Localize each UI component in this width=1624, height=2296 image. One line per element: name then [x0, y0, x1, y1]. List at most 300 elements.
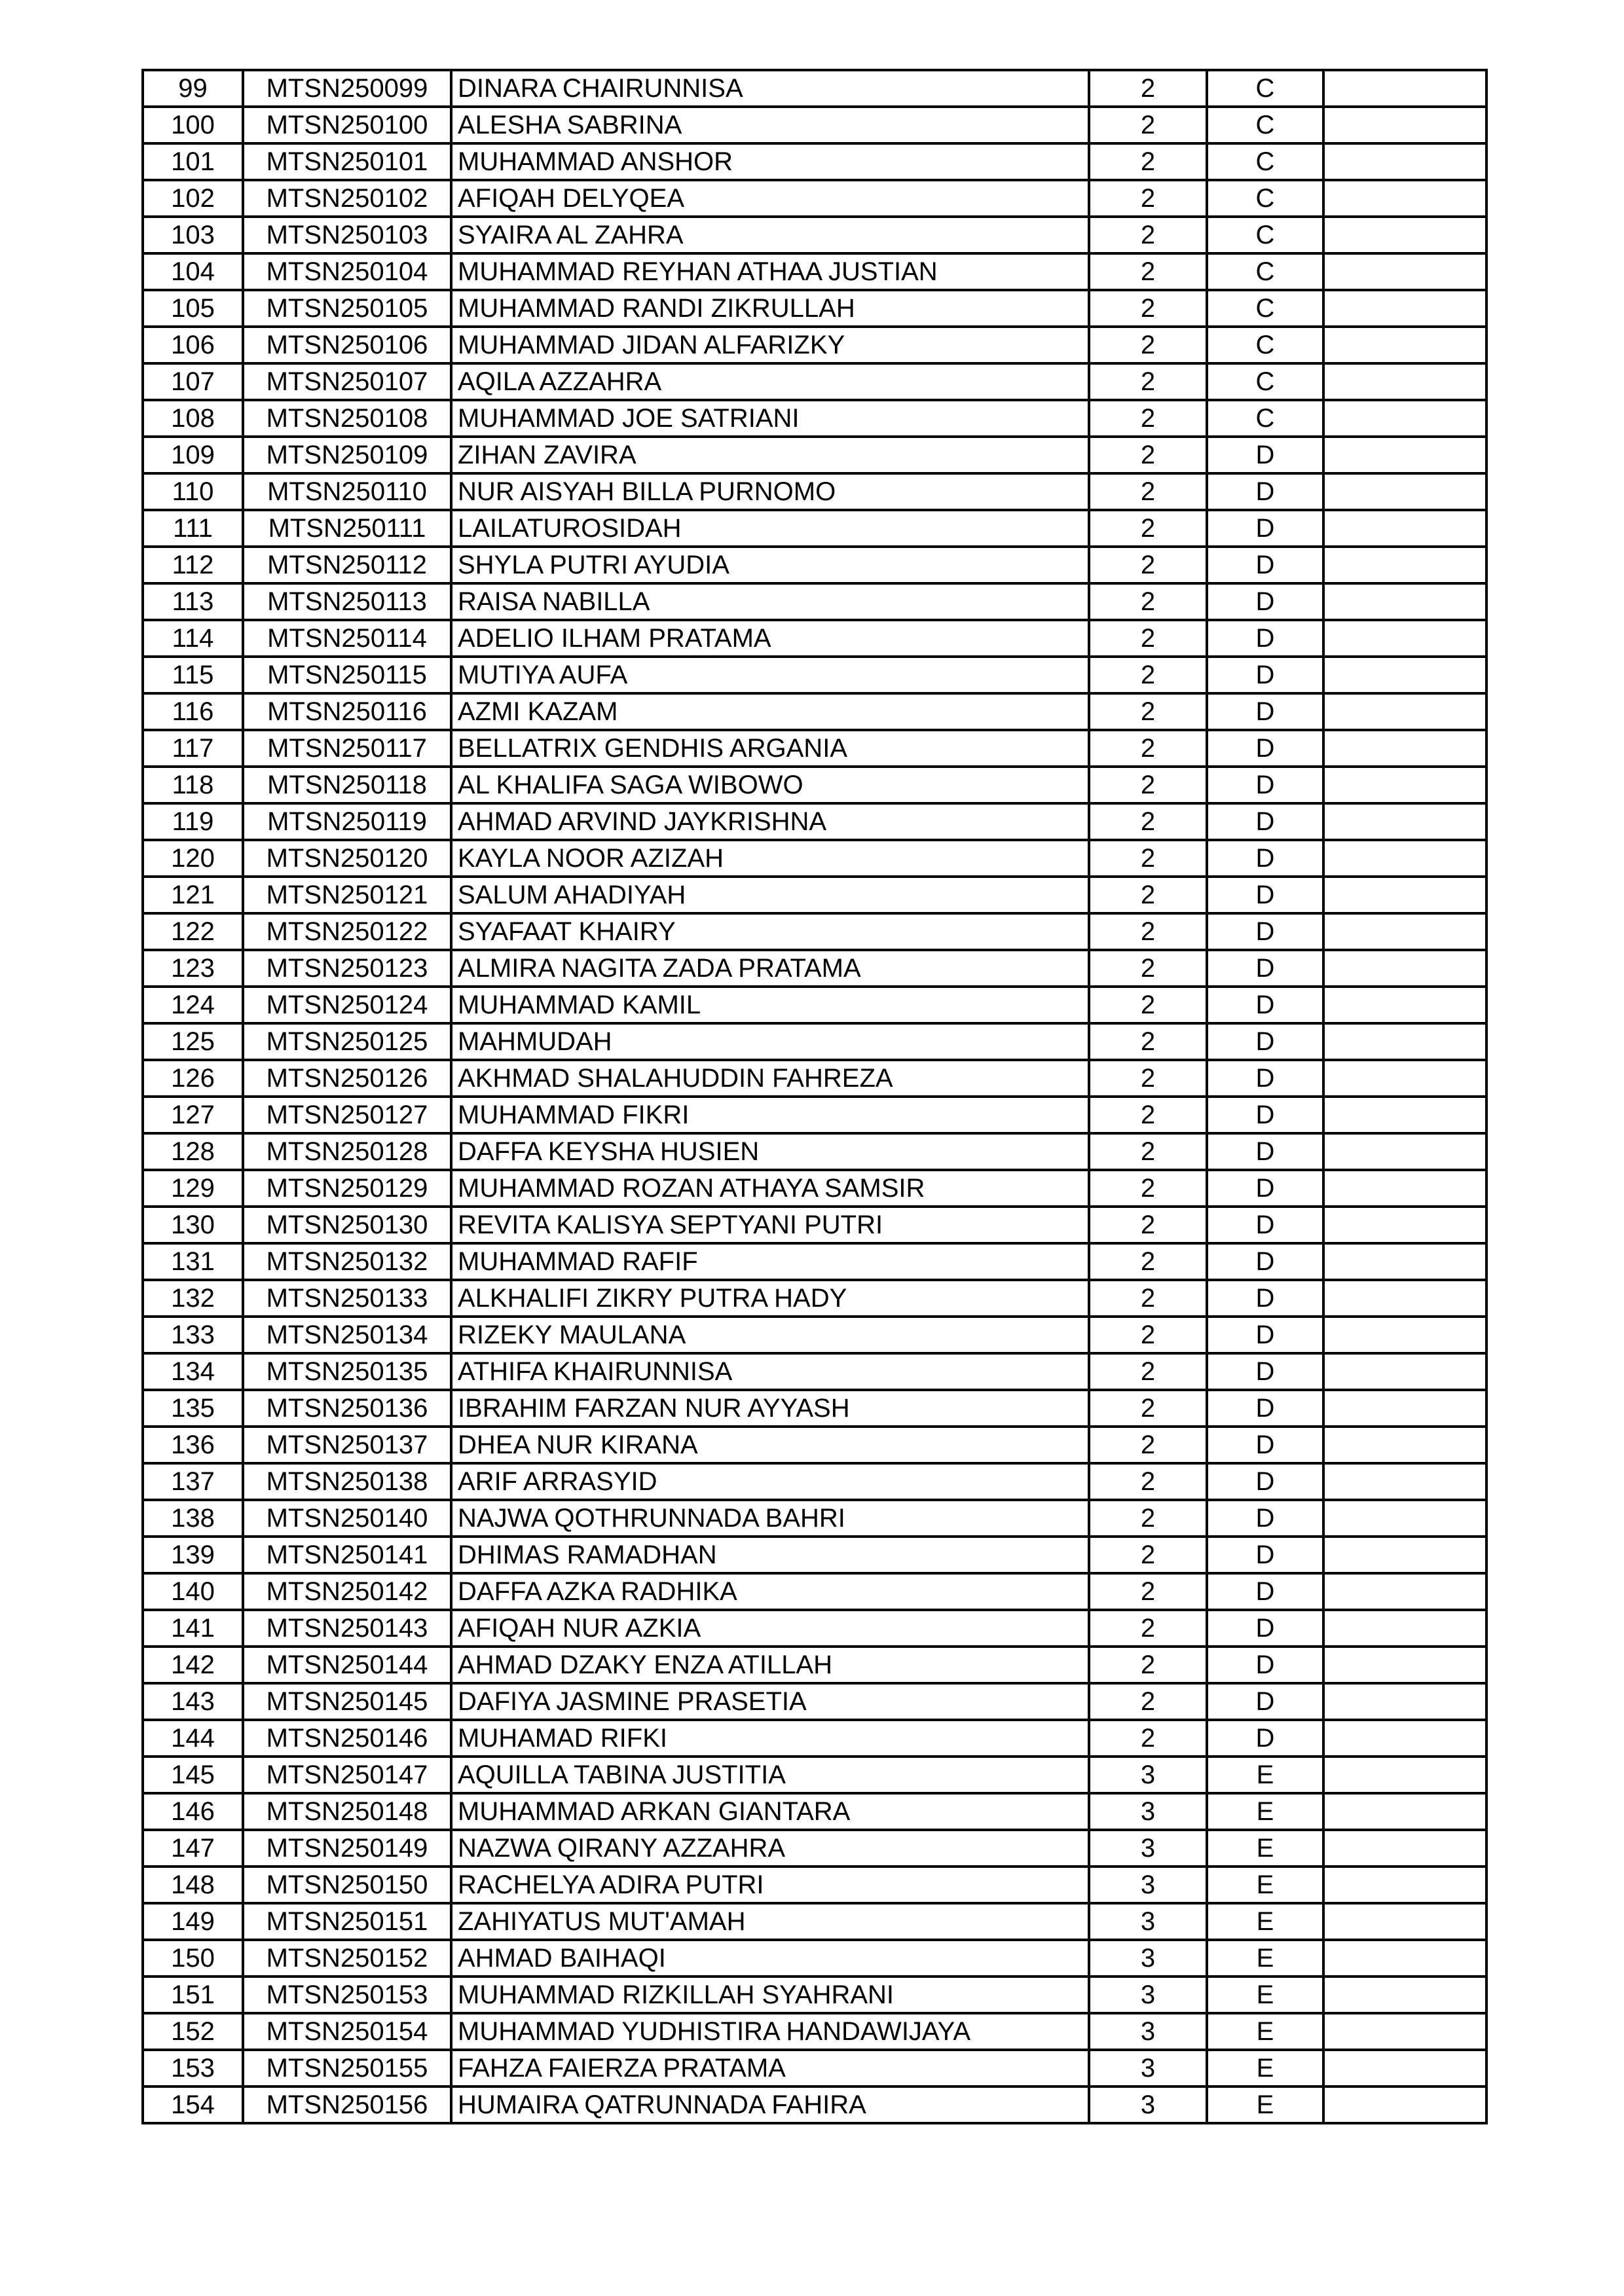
- student-name-cell: DAFIYA JASMINE PRASETIA: [451, 1683, 1089, 1720]
- student-name-cell: ZAHIYATUS MUT'AMAH: [451, 1903, 1089, 1940]
- group-number-cell: 2: [1089, 803, 1207, 840]
- group-number-cell: 2: [1089, 253, 1207, 290]
- group-number-cell: 2: [1089, 1537, 1207, 1573]
- table-row: [143, 1830, 1486, 1867]
- table-row: [143, 840, 1486, 877]
- registration-number-cell: MTSN250109: [243, 437, 451, 473]
- room-code-cell: D: [1207, 1353, 1323, 1390]
- student-name-cell: ALMIRA NAGITA ZADA PRATAMA: [451, 950, 1089, 987]
- row-number-cell: 116: [143, 693, 243, 730]
- registration-number-cell: MTSN250154: [243, 2013, 451, 2050]
- student-name-cell: MUHAMAD RIFKI: [451, 1720, 1089, 1757]
- row-number-cell: 124: [143, 987, 243, 1023]
- participant-table-body: [143, 70, 1486, 2123]
- table-row: [143, 1390, 1486, 1427]
- room-code-cell: D: [1207, 730, 1323, 767]
- table-row: [143, 1280, 1486, 1317]
- notes-cell: [1323, 803, 1486, 840]
- notes-cell: [1323, 1463, 1486, 1500]
- table-row: [143, 1133, 1486, 1170]
- room-code-cell: D: [1207, 1390, 1323, 1427]
- notes-cell: [1323, 657, 1486, 693]
- room-code-cell: E: [1207, 1793, 1323, 1830]
- row-number-cell: 130: [143, 1207, 243, 1243]
- room-code-cell: C: [1207, 70, 1323, 107]
- student-name-cell: HUMAIRA QATRUNNADA FAHIRA: [451, 2086, 1089, 2123]
- room-code-cell: D: [1207, 1683, 1323, 1720]
- row-number-cell: 105: [143, 290, 243, 327]
- table-row: [143, 1940, 1486, 1977]
- notes-cell: [1323, 253, 1486, 290]
- registration-number-cell: MTSN250146: [243, 1720, 451, 1757]
- participant-table-page: [141, 69, 1485, 2124]
- row-number-cell: 135: [143, 1390, 243, 1427]
- notes-cell: [1323, 1500, 1486, 1537]
- notes-cell: [1323, 620, 1486, 657]
- registration-number-cell: MTSN250148: [243, 1793, 451, 1830]
- notes-cell: [1323, 987, 1486, 1023]
- registration-number-cell: MTSN250142: [243, 1573, 451, 1610]
- student-name-cell: AQUILLA TABINA JUSTITIA: [451, 1757, 1089, 1793]
- registration-number-cell: MTSN250153: [243, 1977, 451, 2013]
- room-code-cell: D: [1207, 1133, 1323, 1170]
- room-code-cell: D: [1207, 1610, 1323, 1647]
- group-number-cell: 2: [1089, 840, 1207, 877]
- group-number-cell: 2: [1089, 1390, 1207, 1427]
- student-name-cell: RACHELYA ADIRA PUTRI: [451, 1867, 1089, 1903]
- registration-number-cell: MTSN250147: [243, 1757, 451, 1793]
- row-number-cell: 101: [143, 143, 243, 180]
- group-number-cell: 3: [1089, 1867, 1207, 1903]
- group-number-cell: 2: [1089, 1023, 1207, 1060]
- row-number-cell: 137: [143, 1463, 243, 1500]
- table-row: [143, 400, 1486, 437]
- notes-cell: [1323, 2086, 1486, 2123]
- notes-cell: [1323, 1647, 1486, 1683]
- registration-number-cell: MTSN250156: [243, 2086, 451, 2123]
- notes-cell: [1323, 1720, 1486, 1757]
- notes-cell: [1323, 1537, 1486, 1573]
- group-number-cell: 2: [1089, 510, 1207, 547]
- student-name-cell: MUHAMMAD RIZKILLAH SYAHRANI: [451, 1977, 1089, 2013]
- row-number-cell: 99: [143, 70, 243, 107]
- student-name-cell: DHEA NUR KIRANA: [451, 1427, 1089, 1463]
- registration-number-cell: MTSN250113: [243, 583, 451, 620]
- room-code-cell: C: [1207, 217, 1323, 253]
- room-code-cell: D: [1207, 1023, 1323, 1060]
- registration-number-cell: MTSN250117: [243, 730, 451, 767]
- registration-number-cell: MTSN250128: [243, 1133, 451, 1170]
- table-row: [143, 1867, 1486, 1903]
- registration-number-cell: MTSN250127: [243, 1097, 451, 1133]
- notes-cell: [1323, 767, 1486, 803]
- table-row: [143, 143, 1486, 180]
- group-number-cell: 2: [1089, 1683, 1207, 1720]
- notes-cell: [1323, 143, 1486, 180]
- notes-cell: [1323, 363, 1486, 400]
- room-code-cell: D: [1207, 1463, 1323, 1500]
- table-row: [143, 217, 1486, 253]
- group-number-cell: 3: [1089, 2013, 1207, 2050]
- notes-cell: [1323, 1793, 1486, 1830]
- registration-number-cell: MTSN250137: [243, 1427, 451, 1463]
- row-number-cell: 108: [143, 400, 243, 437]
- student-name-cell: SYAFAAT KHAIRY: [451, 913, 1089, 950]
- table-row: [143, 1427, 1486, 1463]
- room-code-cell: E: [1207, 2013, 1323, 2050]
- group-number-cell: 2: [1089, 1353, 1207, 1390]
- table-row: [143, 1500, 1486, 1537]
- row-number-cell: 126: [143, 1060, 243, 1097]
- room-code-cell: D: [1207, 1280, 1323, 1317]
- room-code-cell: D: [1207, 547, 1323, 583]
- notes-cell: [1323, 913, 1486, 950]
- notes-cell: [1323, 400, 1486, 437]
- row-number-cell: 121: [143, 877, 243, 913]
- table-row: [143, 1610, 1486, 1647]
- row-number-cell: 147: [143, 1830, 243, 1867]
- notes-cell: [1323, 1207, 1486, 1243]
- group-number-cell: 2: [1089, 70, 1207, 107]
- group-number-cell: 3: [1089, 1793, 1207, 1830]
- room-code-cell: C: [1207, 290, 1323, 327]
- row-number-cell: 114: [143, 620, 243, 657]
- student-name-cell: NUR AISYAH BILLA PURNOMO: [451, 473, 1089, 510]
- room-code-cell: C: [1207, 400, 1323, 437]
- row-number-cell: 118: [143, 767, 243, 803]
- table-row: [143, 583, 1486, 620]
- registration-number-cell: MTSN250144: [243, 1647, 451, 1683]
- student-name-cell: IBRAHIM FARZAN NUR AYYASH: [451, 1390, 1089, 1427]
- room-code-cell: D: [1207, 987, 1323, 1023]
- row-number-cell: 145: [143, 1757, 243, 1793]
- row-number-cell: 154: [143, 2086, 243, 2123]
- row-number-cell: 148: [143, 1867, 243, 1903]
- registration-number-cell: MTSN250140: [243, 1500, 451, 1537]
- student-name-cell: ARIF ARRASYID: [451, 1463, 1089, 1500]
- registration-number-cell: MTSN250135: [243, 1353, 451, 1390]
- table-row: [143, 437, 1486, 473]
- student-name-cell: MUHAMMAD RAFIF: [451, 1243, 1089, 1280]
- row-number-cell: 138: [143, 1500, 243, 1537]
- group-number-cell: 2: [1089, 1647, 1207, 1683]
- room-code-cell: D: [1207, 1573, 1323, 1610]
- student-name-cell: MUHAMMAD KAMIL: [451, 987, 1089, 1023]
- student-name-cell: ATHIFA KHAIRUNNISA: [451, 1353, 1089, 1390]
- room-code-cell: C: [1207, 363, 1323, 400]
- student-name-cell: AHMAD DZAKY ENZA ATILLAH: [451, 1647, 1089, 1683]
- table-row: [143, 1353, 1486, 1390]
- room-code-cell: E: [1207, 1867, 1323, 1903]
- room-code-cell: D: [1207, 510, 1323, 547]
- student-name-cell: FAHZA FAIERZA PRATAMA: [451, 2050, 1089, 2086]
- row-number-cell: 110: [143, 473, 243, 510]
- room-code-cell: C: [1207, 327, 1323, 363]
- registration-number-cell: MTSN250110: [243, 473, 451, 510]
- notes-cell: [1323, 1133, 1486, 1170]
- notes-cell: [1323, 1977, 1486, 2013]
- group-number-cell: 2: [1089, 107, 1207, 143]
- room-code-cell: E: [1207, 1830, 1323, 1867]
- table-row: [143, 2013, 1486, 2050]
- table-row: [143, 2050, 1486, 2086]
- table-row: [143, 803, 1486, 840]
- student-name-cell: REVITA KALISYA SEPTYANI PUTRI: [451, 1207, 1089, 1243]
- student-name-cell: MUHAMMAD JOE SATRIANI: [451, 400, 1089, 437]
- row-number-cell: 139: [143, 1537, 243, 1573]
- group-number-cell: 2: [1089, 217, 1207, 253]
- room-code-cell: D: [1207, 913, 1323, 950]
- notes-cell: [1323, 1573, 1486, 1610]
- group-number-cell: 2: [1089, 913, 1207, 950]
- notes-cell: [1323, 1023, 1486, 1060]
- registration-number-cell: MTSN250152: [243, 1940, 451, 1977]
- room-code-cell: D: [1207, 1243, 1323, 1280]
- row-number-cell: 123: [143, 950, 243, 987]
- student-name-cell: MUHAMMAD JIDAN ALFARIZKY: [451, 327, 1089, 363]
- row-number-cell: 119: [143, 803, 243, 840]
- group-number-cell: 2: [1089, 1720, 1207, 1757]
- row-number-cell: 117: [143, 730, 243, 767]
- notes-cell: [1323, 2050, 1486, 2086]
- table-row: [143, 950, 1486, 987]
- table-row: [143, 657, 1486, 693]
- registration-number-cell: MTSN250115: [243, 657, 451, 693]
- table-row: [143, 327, 1486, 363]
- registration-number-cell: MTSN250107: [243, 363, 451, 400]
- registration-number-cell: MTSN250136: [243, 1390, 451, 1427]
- student-name-cell: ZIHAN ZAVIRA: [451, 437, 1089, 473]
- row-number-cell: 112: [143, 547, 243, 583]
- student-name-cell: NAZWA QIRANY AZZAHRA: [451, 1830, 1089, 1867]
- student-name-cell: MUTIYA AUFA: [451, 657, 1089, 693]
- notes-cell: [1323, 1867, 1486, 1903]
- room-code-cell: D: [1207, 1170, 1323, 1207]
- row-number-cell: 153: [143, 2050, 243, 2086]
- group-number-cell: 3: [1089, 1757, 1207, 1793]
- table-row: [143, 987, 1486, 1023]
- table-row: [143, 1317, 1486, 1353]
- table-row: [143, 1793, 1486, 1830]
- table-row: [143, 290, 1486, 327]
- table-row: [143, 913, 1486, 950]
- group-number-cell: 3: [1089, 2086, 1207, 2123]
- room-code-cell: E: [1207, 1757, 1323, 1793]
- student-name-cell: AFIQAH NUR AZKIA: [451, 1610, 1089, 1647]
- student-name-cell: MUHAMMAD YUDHISTIRA HANDAWIJAYA: [451, 2013, 1089, 2050]
- group-number-cell: 2: [1089, 473, 1207, 510]
- room-code-cell: D: [1207, 620, 1323, 657]
- registration-number-cell: MTSN250105: [243, 290, 451, 327]
- room-code-cell: E: [1207, 1977, 1323, 2013]
- group-number-cell: 2: [1089, 767, 1207, 803]
- registration-number-cell: MTSN250138: [243, 1463, 451, 1500]
- row-number-cell: 141: [143, 1610, 243, 1647]
- registration-number-cell: MTSN250130: [243, 1207, 451, 1243]
- group-number-cell: 2: [1089, 290, 1207, 327]
- room-code-cell: D: [1207, 1537, 1323, 1573]
- row-number-cell: 113: [143, 583, 243, 620]
- table-row: [143, 1243, 1486, 1280]
- row-number-cell: 129: [143, 1170, 243, 1207]
- student-name-cell: DHIMAS RAMADHAN: [451, 1537, 1089, 1573]
- row-number-cell: 106: [143, 327, 243, 363]
- row-number-cell: 100: [143, 107, 243, 143]
- row-number-cell: 149: [143, 1903, 243, 1940]
- group-number-cell: 3: [1089, 1830, 1207, 1867]
- notes-cell: [1323, 1280, 1486, 1317]
- notes-cell: [1323, 510, 1486, 547]
- row-number-cell: 103: [143, 217, 243, 253]
- group-number-cell: 2: [1089, 1427, 1207, 1463]
- notes-cell: [1323, 1170, 1486, 1207]
- row-number-cell: 102: [143, 180, 243, 217]
- student-name-cell: AL KHALIFA SAGA WIBOWO: [451, 767, 1089, 803]
- notes-cell: [1323, 1353, 1486, 1390]
- student-name-cell: AHMAD BAIHAQI: [451, 1940, 1089, 1977]
- student-name-cell: LAILATUROSIDAH: [451, 510, 1089, 547]
- room-code-cell: D: [1207, 473, 1323, 510]
- student-name-cell: RIZEKY MAULANA: [451, 1317, 1089, 1353]
- table-row: [143, 253, 1486, 290]
- group-number-cell: 2: [1089, 1243, 1207, 1280]
- table-row: [143, 1170, 1486, 1207]
- notes-cell: [1323, 1830, 1486, 1867]
- notes-cell: [1323, 1060, 1486, 1097]
- student-name-cell: MAHMUDAH: [451, 1023, 1089, 1060]
- notes-cell: [1323, 70, 1486, 107]
- group-number-cell: 2: [1089, 547, 1207, 583]
- group-number-cell: 2: [1089, 1500, 1207, 1537]
- row-number-cell: 131: [143, 1243, 243, 1280]
- notes-cell: [1323, 1940, 1486, 1977]
- student-name-cell: SHYLA PUTRI AYUDIA: [451, 547, 1089, 583]
- table-row: [143, 767, 1486, 803]
- table-row: [143, 1060, 1486, 1097]
- student-name-cell: MUHAMMAD RANDI ZIKRULLAH: [451, 290, 1089, 327]
- registration-number-cell: MTSN250155: [243, 2050, 451, 2086]
- registration-number-cell: MTSN250111: [243, 510, 451, 547]
- room-code-cell: D: [1207, 693, 1323, 730]
- row-number-cell: 134: [143, 1353, 243, 1390]
- group-number-cell: 2: [1089, 1280, 1207, 1317]
- room-code-cell: E: [1207, 2050, 1323, 2086]
- registration-number-cell: MTSN250143: [243, 1610, 451, 1647]
- student-name-cell: BELLATRIX GENDHIS ARGANIA: [451, 730, 1089, 767]
- registration-number-cell: MTSN250129: [243, 1170, 451, 1207]
- room-code-cell: D: [1207, 840, 1323, 877]
- student-name-cell: AZMI KAZAM: [451, 693, 1089, 730]
- student-name-cell: AHMAD ARVIND JAYKRISHNA: [451, 803, 1089, 840]
- registration-number-cell: MTSN250126: [243, 1060, 451, 1097]
- room-code-cell: D: [1207, 1060, 1323, 1097]
- registration-number-cell: MTSN250124: [243, 987, 451, 1023]
- group-number-cell: 2: [1089, 327, 1207, 363]
- group-number-cell: 2: [1089, 583, 1207, 620]
- registration-number-cell: MTSN250112: [243, 547, 451, 583]
- group-number-cell: 2: [1089, 950, 1207, 987]
- registration-number-cell: MTSN250114: [243, 620, 451, 657]
- room-code-cell: E: [1207, 1903, 1323, 1940]
- notes-cell: [1323, 473, 1486, 510]
- notes-cell: [1323, 1243, 1486, 1280]
- room-code-cell: D: [1207, 1720, 1323, 1757]
- table-row: [143, 1903, 1486, 1940]
- room-code-cell: D: [1207, 1427, 1323, 1463]
- group-number-cell: 2: [1089, 987, 1207, 1023]
- room-code-cell: D: [1207, 1317, 1323, 1353]
- row-number-cell: 127: [143, 1097, 243, 1133]
- notes-cell: [1323, 1757, 1486, 1793]
- student-name-cell: RAISA NABILLA: [451, 583, 1089, 620]
- registration-number-cell: MTSN250132: [243, 1243, 451, 1280]
- group-number-cell: 2: [1089, 693, 1207, 730]
- registration-number-cell: MTSN250101: [243, 143, 451, 180]
- room-code-cell: D: [1207, 1097, 1323, 1133]
- table-row: [143, 2086, 1486, 2123]
- notes-cell: [1323, 1097, 1486, 1133]
- student-name-cell: MUHAMMAD ARKAN GIANTARA: [451, 1793, 1089, 1830]
- group-number-cell: 2: [1089, 1317, 1207, 1353]
- student-name-cell: DINARA CHAIRUNNISA: [451, 70, 1089, 107]
- room-code-cell: E: [1207, 2086, 1323, 2123]
- table-row: [143, 1757, 1486, 1793]
- group-number-cell: 2: [1089, 877, 1207, 913]
- notes-cell: [1323, 877, 1486, 913]
- room-code-cell: E: [1207, 1940, 1323, 1977]
- room-code-cell: C: [1207, 180, 1323, 217]
- registration-number-cell: MTSN250141: [243, 1537, 451, 1573]
- student-name-cell: MUHAMMAD FIKRI: [451, 1097, 1089, 1133]
- student-name-cell: AFIQAH DELYQEA: [451, 180, 1089, 217]
- room-code-cell: D: [1207, 1207, 1323, 1243]
- room-code-cell: C: [1207, 253, 1323, 290]
- notes-cell: [1323, 950, 1486, 987]
- notes-cell: [1323, 327, 1486, 363]
- notes-cell: [1323, 730, 1486, 767]
- row-number-cell: 133: [143, 1317, 243, 1353]
- notes-cell: [1323, 1317, 1486, 1353]
- registration-number-cell: MTSN250118: [243, 767, 451, 803]
- student-name-cell: NAJWA QOTHRUNNADA BAHRI: [451, 1500, 1089, 1537]
- room-code-cell: D: [1207, 1647, 1323, 1683]
- table-row: [143, 547, 1486, 583]
- notes-cell: [1323, 1427, 1486, 1463]
- group-number-cell: 2: [1089, 1610, 1207, 1647]
- student-name-cell: MUHAMMAD REYHAN ATHAA JUSTIAN: [451, 253, 1089, 290]
- registration-number-cell: MTSN250120: [243, 840, 451, 877]
- row-number-cell: 150: [143, 1940, 243, 1977]
- row-number-cell: 122: [143, 913, 243, 950]
- student-name-cell: ALKHALIFI ZIKRY PUTRA HADY: [451, 1280, 1089, 1317]
- registration-number-cell: MTSN250134: [243, 1317, 451, 1353]
- group-number-cell: 3: [1089, 1903, 1207, 1940]
- group-number-cell: 2: [1089, 437, 1207, 473]
- table-row: [143, 1683, 1486, 1720]
- row-number-cell: 132: [143, 1280, 243, 1317]
- table-row: [143, 1720, 1486, 1757]
- student-name-cell: SALUM AHADIYAH: [451, 877, 1089, 913]
- group-number-cell: 2: [1089, 1170, 1207, 1207]
- row-number-cell: 144: [143, 1720, 243, 1757]
- notes-cell: [1323, 437, 1486, 473]
- student-name-cell: ALESHA SABRINA: [451, 107, 1089, 143]
- table-row: [143, 1537, 1486, 1573]
- room-code-cell: D: [1207, 583, 1323, 620]
- group-number-cell: 2: [1089, 400, 1207, 437]
- group-number-cell: 2: [1089, 657, 1207, 693]
- student-name-cell: DAFFA KEYSHA HUSIEN: [451, 1133, 1089, 1170]
